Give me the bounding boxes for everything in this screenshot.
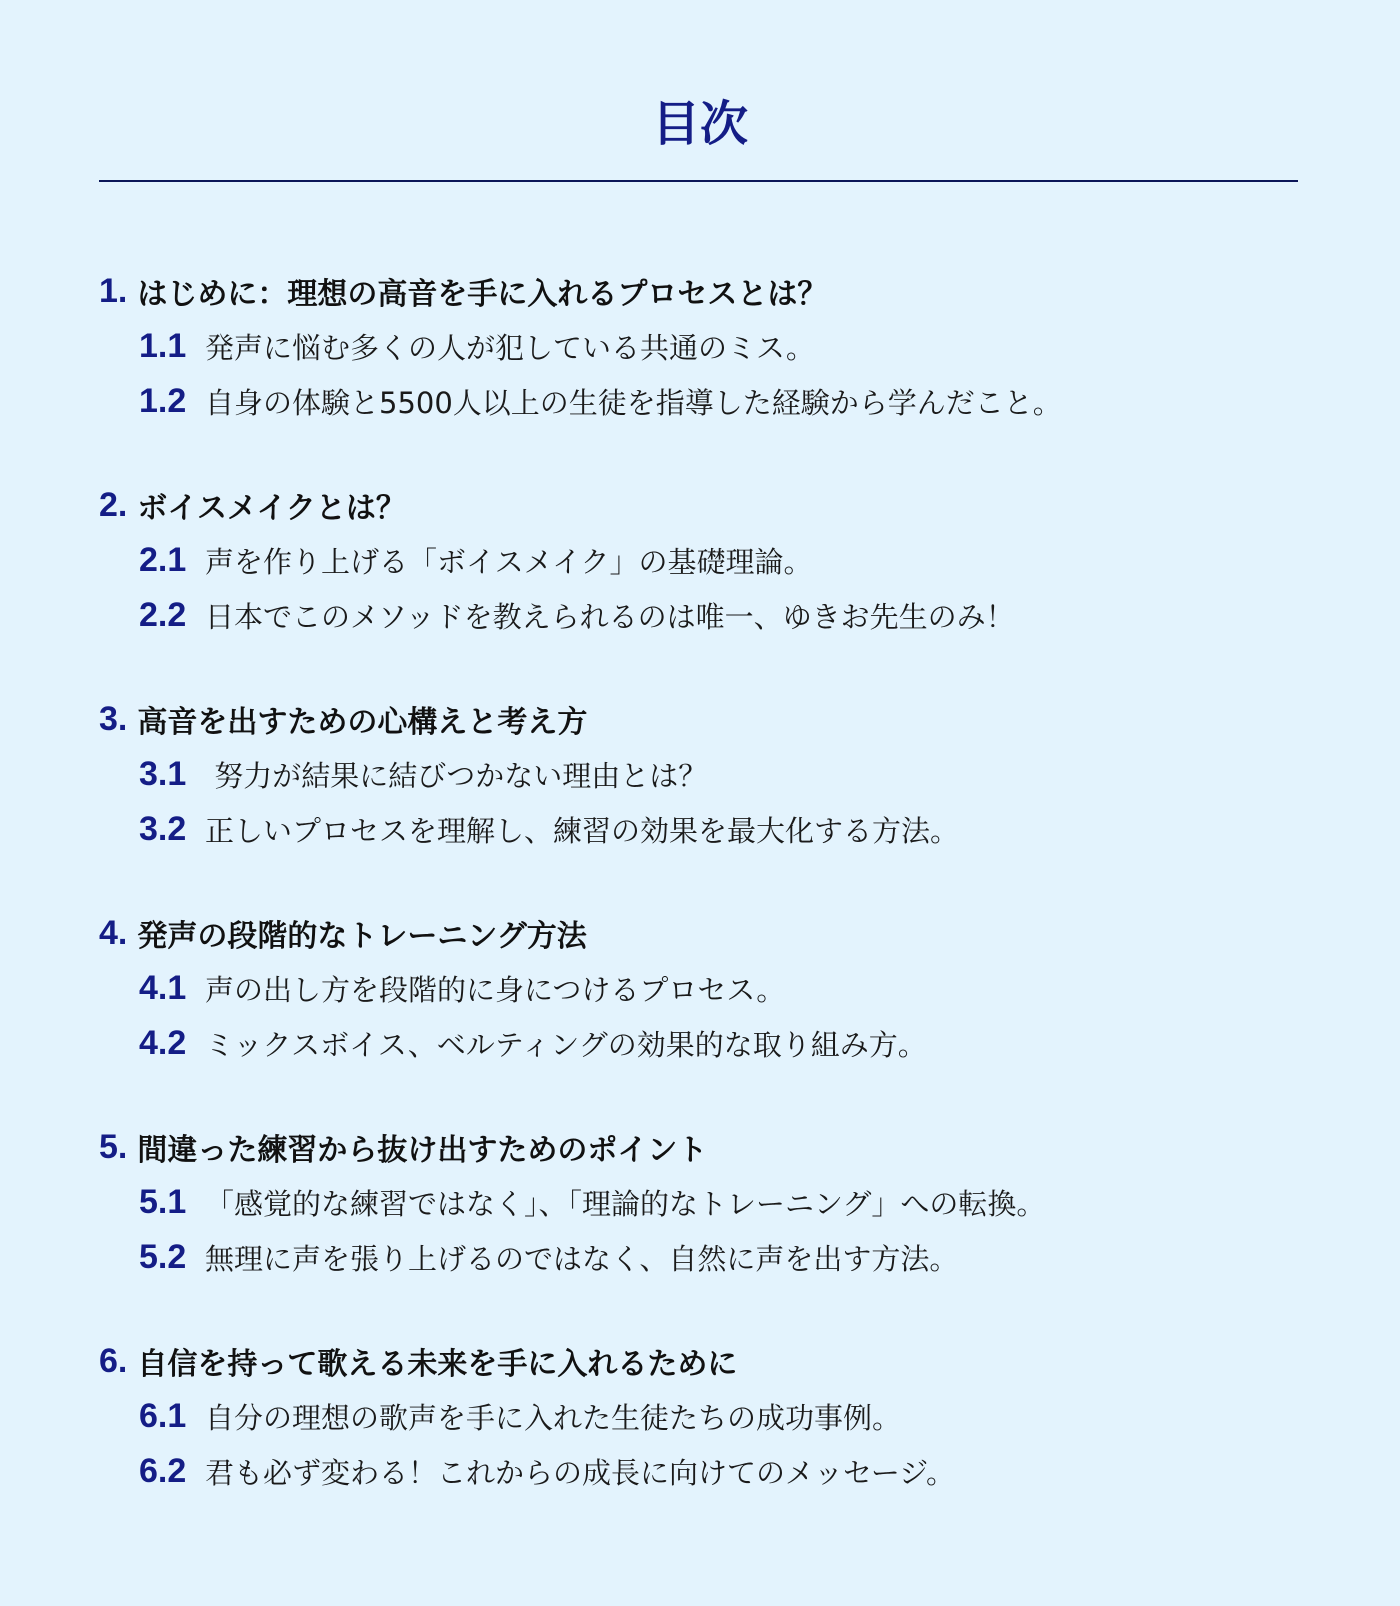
toc-subitem[interactable] xyxy=(99,374,1299,429)
toc-subitem[interactable] xyxy=(99,802,1299,857)
toc-subitem[interactable] xyxy=(99,533,1299,588)
subitem-number: 6.1 xyxy=(139,1397,187,1435)
toc-subitem[interactable] xyxy=(99,961,1299,1016)
section-title: 発声の段階的なトレーニング方法 xyxy=(137,919,587,954)
section-number: 3. xyxy=(99,699,128,738)
title-divider xyxy=(99,180,1298,182)
section-heading[interactable] xyxy=(99,263,1299,319)
section-title: 高音を出すための心構えと考え方 xyxy=(137,705,588,740)
subitem-number: 1.1 xyxy=(139,327,187,365)
subitem-number: 1.2 xyxy=(139,382,187,420)
page-title: 目次 xyxy=(651,96,748,152)
subitem-number: 2.2 xyxy=(139,596,187,634)
subitem-text: 君も必ず変わる！これからの成長に向けてのメッセージ。 xyxy=(205,1456,955,1490)
section-heading[interactable] xyxy=(99,905,1299,961)
subitem-text: 声の出し方を段階的に身につけるプロセス。 xyxy=(205,973,786,1007)
toc-subitem[interactable] xyxy=(99,588,1299,643)
subitem-text: 無理に声を張り上げるのではなく、自然に声を出す方法。 xyxy=(205,1242,959,1276)
section-number: 4. xyxy=(99,913,128,952)
subitem-number: 2.1 xyxy=(139,541,187,579)
subitem-text: 声を作り上げる「ボイスメイク」の基礎理論。 xyxy=(205,545,813,579)
subitem-number: 3.1 xyxy=(139,755,187,793)
subitem-number: 4.1 xyxy=(139,969,187,1007)
subitem-text: 自身の体験と5500人以上の生徒を指導した経験から学んだこと。 xyxy=(205,386,1062,420)
section-title: 間違った練習から抜け出すためのポイント xyxy=(137,1133,708,1168)
toc-subitem[interactable] xyxy=(99,1444,1299,1499)
toc-subitem[interactable] xyxy=(99,319,1299,374)
toc-section-5 xyxy=(99,1119,1299,1333)
toc-section-6 xyxy=(99,1333,1299,1547)
subitem-number: 5.2 xyxy=(139,1238,187,1276)
toc-subitem[interactable] xyxy=(99,1016,1299,1071)
toc-subitem[interactable] xyxy=(99,1389,1299,1444)
section-title: 自信を持って歌える未来を手に入れるために xyxy=(137,1347,738,1382)
subitem-text: 努力が結果に結びつかない理由とは？ xyxy=(205,759,708,793)
toc-subitem[interactable] xyxy=(99,1230,1299,1285)
section-number: 6. xyxy=(99,1341,128,1380)
subitem-number: 3.2 xyxy=(139,810,187,848)
subitem-number: 4.2 xyxy=(139,1024,187,1062)
section-number: 1. xyxy=(99,271,128,310)
subitem-text: 正しいプロセスを理解し、練習の効果を最大化する方法。 xyxy=(205,814,960,848)
section-number: 2. xyxy=(99,485,128,524)
subitem-number: 5.1 xyxy=(139,1183,187,1221)
section-heading[interactable] xyxy=(99,477,1299,533)
section-heading[interactable] xyxy=(99,1119,1299,1175)
subitem-text: 自分の理想の歌声を手に入れた生徒たちの成功事例。 xyxy=(205,1401,902,1435)
toc-subitem[interactable] xyxy=(99,1175,1299,1230)
section-heading[interactable] xyxy=(99,691,1299,747)
toc-section-4 xyxy=(99,905,1299,1119)
subitem-text: 発声に悩む多くの人が犯している共通のミス。 xyxy=(205,331,815,365)
table-of-contents xyxy=(99,263,1299,1547)
toc-section-2 xyxy=(99,477,1299,691)
toc-subitem[interactable] xyxy=(99,747,1299,802)
subitem-text: ミックスボイス、ベルティングの効果的な取り組み方。 xyxy=(205,1028,927,1062)
subitem-number: 6.2 xyxy=(139,1452,187,1490)
section-number: 5. xyxy=(99,1127,128,1166)
section-heading[interactable] xyxy=(99,1333,1299,1389)
section-title: はじめに：理想の高音を手に入れるプロセスとは？ xyxy=(137,277,828,312)
toc-section-1 xyxy=(99,263,1299,477)
toc-section-3 xyxy=(99,691,1299,905)
subitem-text: 日本でこのメソッドを教えられるのは唯一、ゆきお先生のみ！ xyxy=(205,600,1015,634)
section-title: ボイスメイクとは？ xyxy=(137,491,406,526)
subitem-text: 「感覚的な練習ではなく」、「理論的なトレーニング」への転換。 xyxy=(205,1187,1046,1221)
